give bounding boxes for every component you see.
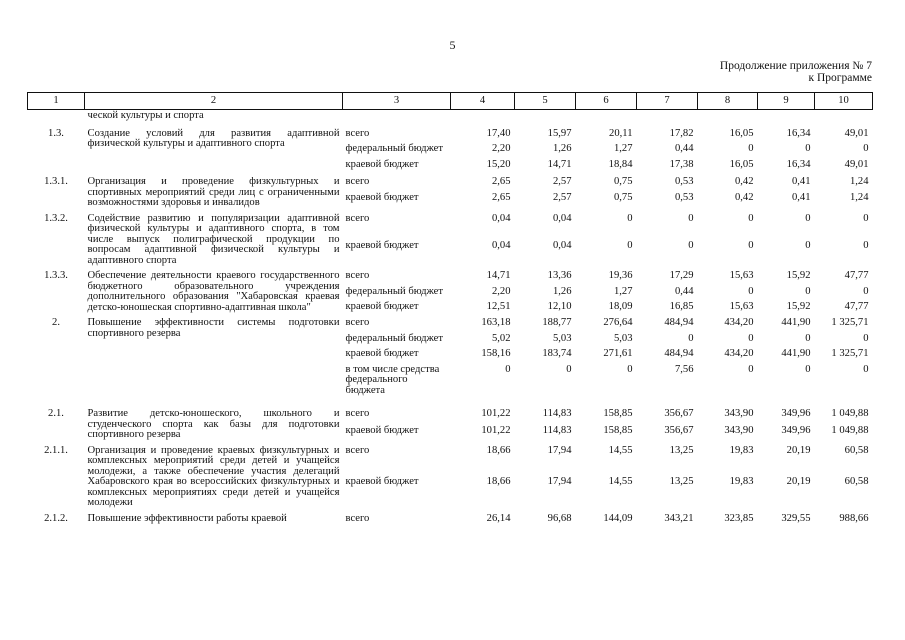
amount-cell: 17,82 [669,127,694,139]
amount-cell: 49,01 [844,127,869,139]
amount-cell: 1,27 [613,285,633,297]
amount-cell: 343,90 [724,408,754,419]
amount-cell: 2,57 [552,176,572,187]
item-name: Создание условий для развития адаптивной физической культуры и адаптивного спорта [87,127,340,149]
amount-cell: 12,10 [547,301,572,313]
table-row [28,513,873,525]
amount-cell: 0 [748,239,754,251]
amount-cell: 1 325,71 [831,348,869,359]
amount-cell: 19,36 [608,270,633,281]
funding-source: краевой бюджет [345,301,419,313]
item-name: Повышение эффективности работы краевой [87,512,287,524]
amount-cell: 2,20 [491,285,511,297]
amount-cell: 329,55 [781,512,811,524]
item-name: Организация и проведение краевых физкультурных и комплексных мероприятий среди детей и учащейся молодежи, а также обеспечение участия делегаций Хабаровского края во всероссийских физкультурных и комплексных мероприятиях среди детей и учащейся молодежи [87,444,340,508]
item-name: Организация и проведение физкультурных и спортивных мероприятий среди лиц с ограниченными возможностями здоровья и инвалидов [87,176,340,208]
amount-cell: 0 [688,332,694,344]
funding-source: федеральный бюджет [345,332,444,344]
funding-source: краевой бюджет [345,192,419,204]
amount-cell: 271,61 [603,348,633,359]
amount-cell: 0,04 [491,239,511,251]
amount-cell: 17,38 [669,158,694,170]
amount-cell: 2,65 [491,176,511,187]
amount-cell: 0 [748,363,754,375]
amount-cell: 13,25 [669,444,694,456]
header-cell: 8 [698,93,758,110]
amount-cell: 0 [748,285,754,297]
amount-cell: 0 [627,239,633,251]
funding-source: всего [345,270,370,281]
funding-source: краевой бюджет [345,425,419,437]
funding-source: в том числе средства федерального бюджета [345,363,440,396]
funding-source: федеральный бюджет [345,285,444,297]
amount-cell: 188,77 [542,317,572,328]
amount-cell: 0 [805,239,811,251]
amount-cell: 1 049,88 [831,425,869,437]
amount-cell: 13,36 [547,270,572,281]
amount-cell: 16,34 [786,158,811,170]
amount-cell: 2,20 [491,143,511,154]
carryover-text: ческой культуры и спорта [87,110,204,121]
amount-cell: 18,84 [608,158,633,170]
financing-table [27,92,873,524]
amount-cell: 15,92 [786,270,811,281]
page-number: 5 [449,38,456,52]
item-code: 2.1. [48,408,64,419]
header-cell: 4 [451,93,515,110]
amount-cell: 60,58 [844,444,869,456]
header-cell: 3 [343,93,451,110]
funding-source: всего [345,444,370,456]
amount-cell: 16,05 [729,158,754,170]
amount-cell: 96,68 [547,512,572,524]
amount-cell: 15,63 [729,270,754,281]
amount-cell: 349,96 [781,425,811,437]
amount-cell: 49,01 [844,158,869,170]
amount-cell: 101,22 [481,408,511,419]
amount-cell: 0 [805,332,811,344]
table-row [28,445,873,477]
amount-cell: 0 [688,212,694,224]
amount-cell: 15,20 [486,158,511,170]
continuation-note [720,60,872,84]
amount-cell: 20,19 [786,476,811,488]
amount-cell: 158,16 [481,348,511,359]
amount-cell: 434,20 [724,348,754,359]
table-row [28,317,873,333]
amount-cell: 0 [805,143,811,154]
header-cell: 6 [576,93,637,110]
amount-cell: 17,94 [547,444,572,456]
amount-cell: 356,67 [664,425,694,437]
amount-cell: 0 [748,332,754,344]
amount-cell: 0 [688,239,694,251]
amount-cell: 12,51 [486,301,511,313]
amount-cell: 18,66 [486,476,511,488]
carryover-row [28,110,873,128]
amount-cell: 0 [505,363,511,375]
amount-cell: 0 [627,212,633,224]
amount-cell: 1 049,88 [831,408,869,419]
amount-cell: 17,40 [486,127,511,139]
amount-cell: 988,66 [839,512,869,524]
amount-cell: 5,02 [491,332,511,344]
amount-cell: 1,24 [849,192,869,204]
amount-cell: 0 [805,363,811,375]
amount-cell: 0 [863,212,869,224]
funding-source: краевой бюджет [345,348,419,359]
amount-cell: 14,55 [608,476,633,488]
header-row [28,93,873,110]
amount-cell: 0 [748,143,754,154]
amount-cell: 441,90 [781,348,811,359]
amount-cell: 0 [863,285,869,297]
header-cell: 2 [85,93,343,110]
amount-cell: 441,90 [781,317,811,328]
amount-cell: 0 [627,363,633,375]
amount-cell: 0,41 [791,192,811,204]
amount-cell: 20,11 [609,127,633,139]
amount-cell: 16,85 [669,301,694,313]
amount-cell: 0,44 [674,143,694,154]
amount-cell: 15,92 [786,301,811,313]
amount-cell: 47,77 [844,270,869,281]
amount-cell: 1,27 [613,143,633,154]
amount-cell: 0,04 [552,239,572,251]
amount-cell: 158,85 [603,408,633,419]
table-row [28,408,873,425]
amount-cell: 158,85 [603,425,633,437]
amount-cell: 349,96 [781,408,811,419]
amount-cell: 17,94 [547,476,572,488]
amount-cell: 17,29 [669,270,694,281]
header-cell: 5 [515,93,576,110]
table-row [28,176,873,192]
amount-cell: 0,41 [791,176,811,187]
amount-cell: 14,71 [547,158,572,170]
item-code: 1.3.2. [44,212,68,224]
table-row [28,213,873,240]
funding-source: краевой бюджет [345,239,419,251]
amount-cell: 2,57 [552,192,572,204]
table-row [28,128,873,144]
amount-cell: 20,19 [786,444,811,456]
amount-cell: 15,97 [547,127,572,139]
table-row [28,270,873,286]
amount-cell: 434,20 [724,317,754,328]
amount-cell: 0 [863,363,869,375]
amount-cell: 0,75 [613,176,633,187]
continuation-line-1: Продолжение приложения № 7 [719,60,872,72]
amount-cell: 484,94 [664,348,694,359]
item-code: 1.3. [48,127,64,139]
amount-cell: 1 325,71 [831,317,869,328]
item-name: Развитие детско-юношеского, школьного и студенческого спорта как базы для подготовки спортивного резерва [87,408,340,440]
amount-cell: 343,90 [724,425,754,437]
amount-cell: 14,71 [486,270,511,281]
item-code: 1.3.3. [44,270,68,281]
amount-cell: 13,25 [669,476,694,488]
funding-source: всего [345,176,370,187]
amount-cell: 15,63 [729,301,754,313]
funding-source: краевой бюджет [345,158,419,170]
item-code: 2.1.2. [44,512,68,524]
funding-source: краевой бюджет [345,476,419,488]
amount-cell: 323,85 [724,512,754,524]
item-name: Повышение эффективности системы подготовки спортивного резерва [87,317,340,339]
amount-cell: 2,65 [491,192,511,204]
amount-cell: 343,21 [664,512,694,524]
item-code: 2. [52,317,60,328]
amount-cell: 1,24 [849,176,869,187]
amount-cell: 0 [863,143,869,154]
amount-cell: 18,66 [486,444,511,456]
amount-cell: 0,04 [552,212,572,224]
amount-cell: 16,05 [729,127,754,139]
amount-cell: 0,42 [734,192,754,204]
funding-source: всего [345,127,370,139]
funding-source: всего [345,317,370,328]
item-name: Содействие развитию и популяризации адаптивной физической культуры и адаптивного спорта, в том числе выпуск полиграфической продукции по вопросам адаптивной физической культуры и адаптивного спорта [87,212,340,266]
amount-cell: 19,83 [729,476,754,488]
amount-cell: 47,77 [844,301,869,313]
amount-cell: 7,56 [674,363,694,375]
amount-cell: 484,94 [664,317,694,328]
amount-cell: 114,83 [542,425,572,437]
amount-cell: 1,26 [552,285,572,297]
item-code: 1.3.1. [44,176,68,187]
amount-cell: 19,83 [729,444,754,456]
header-cell: 1 [28,93,85,110]
amount-cell: 5,03 [613,332,633,344]
amount-cell: 101,22 [481,425,511,437]
funding-source: федеральный бюджет [345,143,444,154]
item-name: Обеспечение деятельности краевого государственного бюджетного образовательного учреждения дополнительного образования "Хабаровская краевая детско-юношеская спортивно-адаптивная школа" [87,270,340,313]
amount-cell: 114,83 [542,408,572,419]
amount-cell: 183,74 [542,348,572,359]
amount-cell: 0 [748,212,754,224]
amount-cell: 163,18 [481,317,511,328]
amount-cell: 60,58 [844,476,869,488]
item-code: 2.1.1. [44,444,68,456]
funding-source: всего [345,212,370,224]
amount-cell: 0 [566,363,572,375]
amount-cell: 0,75 [613,192,633,204]
amount-cell: 0 [863,239,869,251]
header-cell: 7 [637,93,698,110]
header-cell: 10 [815,93,873,110]
amount-cell: 356,67 [664,408,694,419]
amount-cell: 0,53 [674,192,694,204]
header-cell: 9 [758,93,815,110]
amount-cell: 0,04 [491,212,511,224]
amount-cell: 0 [805,285,811,297]
amount-cell: 0,44 [674,285,694,297]
funding-source: всего [345,512,370,524]
amount-cell: 276,64 [603,317,633,328]
amount-cell: 1,26 [552,143,572,154]
amount-cell: 0,53 [674,176,694,187]
amount-cell: 0 [863,332,869,344]
amount-cell: 26,14 [486,512,511,524]
amount-cell: 5,03 [552,332,572,344]
amount-cell: 14,55 [608,444,633,456]
amount-cell: 0,42 [734,176,754,187]
funding-source: всего [345,408,370,419]
amount-cell: 0 [805,212,811,224]
amount-cell: 144,09 [603,512,633,524]
continuation-line-2: к Программе [808,72,872,84]
amount-cell: 16,34 [786,127,811,139]
amount-cell: 18,09 [608,301,633,313]
